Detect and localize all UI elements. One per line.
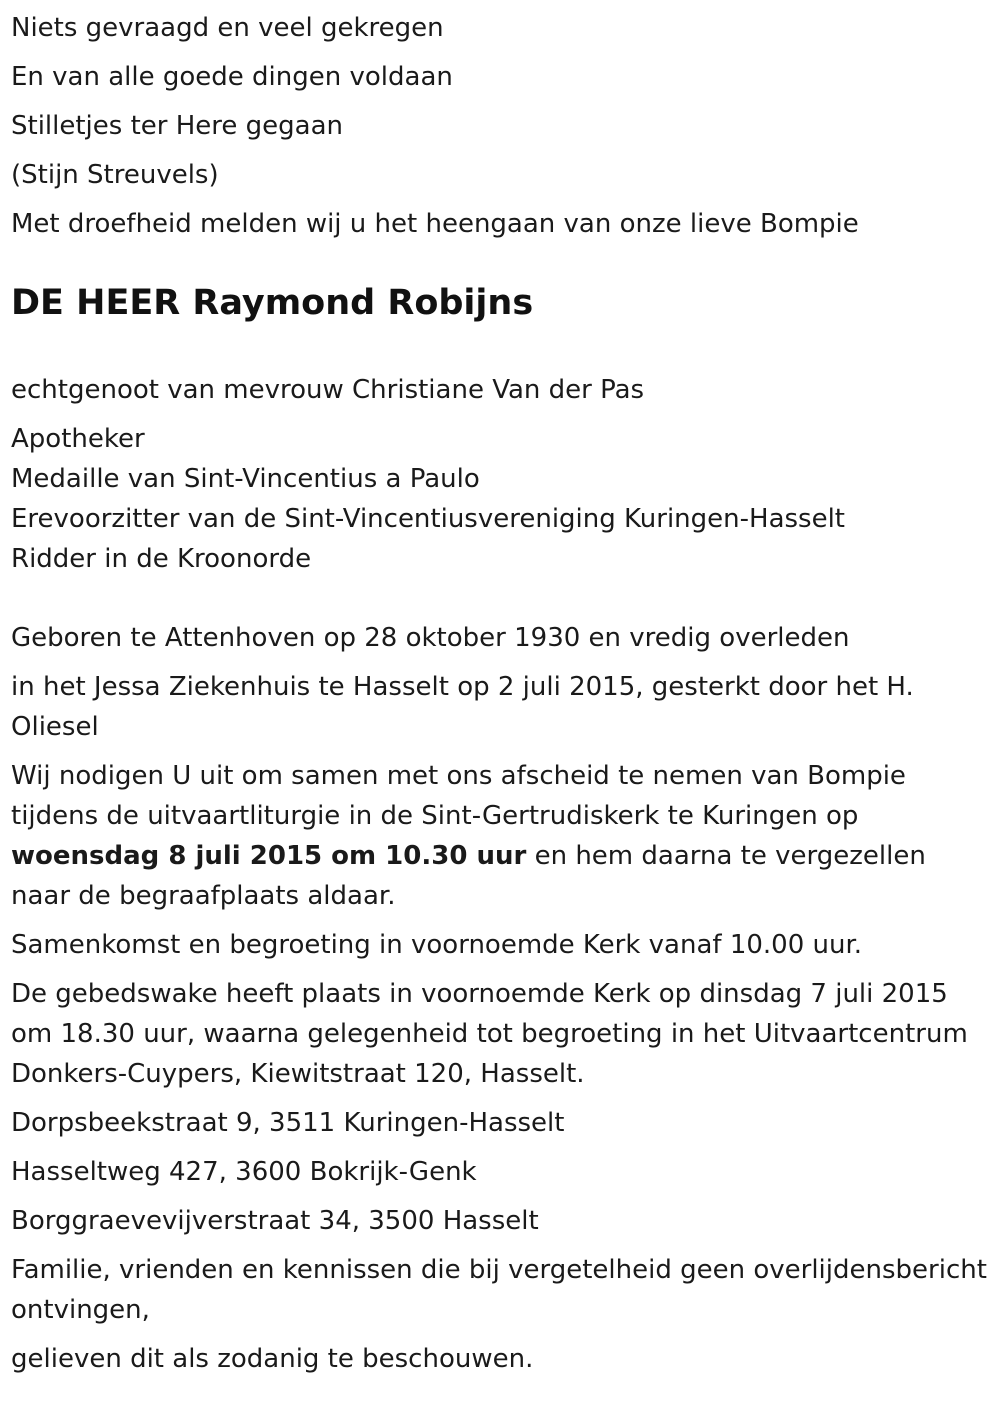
spouse-text: echtgenoot van mevrouw Christiane Van der Pas [11,375,645,405]
poem-line-3: Stilletjes ter Here gegaan [11,111,344,141]
invitation-outro: en hem daarna te vergezellen naar de begraafplaats aldaar. [11,841,926,911]
address-line: Borggraevevijverstraat 34, 3500 Hasselt [11,1206,539,1236]
address-line: Hasseltweg 427, 3600 Bokrijk-Genk [11,1157,477,1187]
titles-list [11,419,988,579]
announcement-text: Met droefheid melden wij u het heengaan van onze lieve Bompie [11,209,859,239]
invitation-text [11,756,988,916]
wake-text: De gebedswake heeft plaats in voornoemde Kerk op dinsdag 7 juli 2015 om 18.30 uur, waarna gelegenheid tot begroeting in het Uitvaartcentrum Donkers-Cuypers, Kiewitstraat 120, Hasselt. [11,979,968,1089]
birth-death-line-2: in het Jessa Ziekenhuis te Hasselt op 2 juli 2015, gesterkt door het H. Oliesel [11,672,914,742]
poem-line-2: En van alle goede dingen voldaan [11,62,453,92]
title-item: Medaille van Sint-Vincentius a Paulo [11,464,480,494]
invitation-intro: Wij nodigen U uit om samen met ons afscheid te nemen van Bompie tijdens de uitvaartliturgie in de Sint-Gertrudiskerk te Kuringen op [11,761,906,831]
address-line: Dorpsbeekstraat 9, 3511 Kuringen-Hasselt [11,1108,565,1138]
title-item: Erevoorzitter van de Sint-Vincentiusvereniging Kuringen-Hasselt [11,504,846,534]
poem-author: (Stijn Streuvels) [11,160,219,190]
title-item: Apotheker [11,424,145,454]
closing-line-1: Familie, vrienden en kennissen die bij vergetelheid geen overlijdensbericht ontvingen, [11,1255,987,1325]
deceased-name-heading: DE HEER Raymond Robijns [11,283,534,323]
closing-line-2: gelieven dit als zodanig te beschouwen. [11,1344,534,1374]
funeral-date-time: woensdag 8 juli 2015 om 10.30 uur [11,841,527,871]
title-item: Ridder in de Kroonorde [11,544,312,574]
poem-line-1: Niets gevraagd en veel gekregen [11,13,444,43]
birth-death-line-1: Geboren te Attenhoven op 28 oktober 1930 en vredig overleden [11,623,850,653]
gathering-text: Samenkomst en begroeting in voornoemde Kerk vanaf 10.00 uur. [11,930,863,960]
